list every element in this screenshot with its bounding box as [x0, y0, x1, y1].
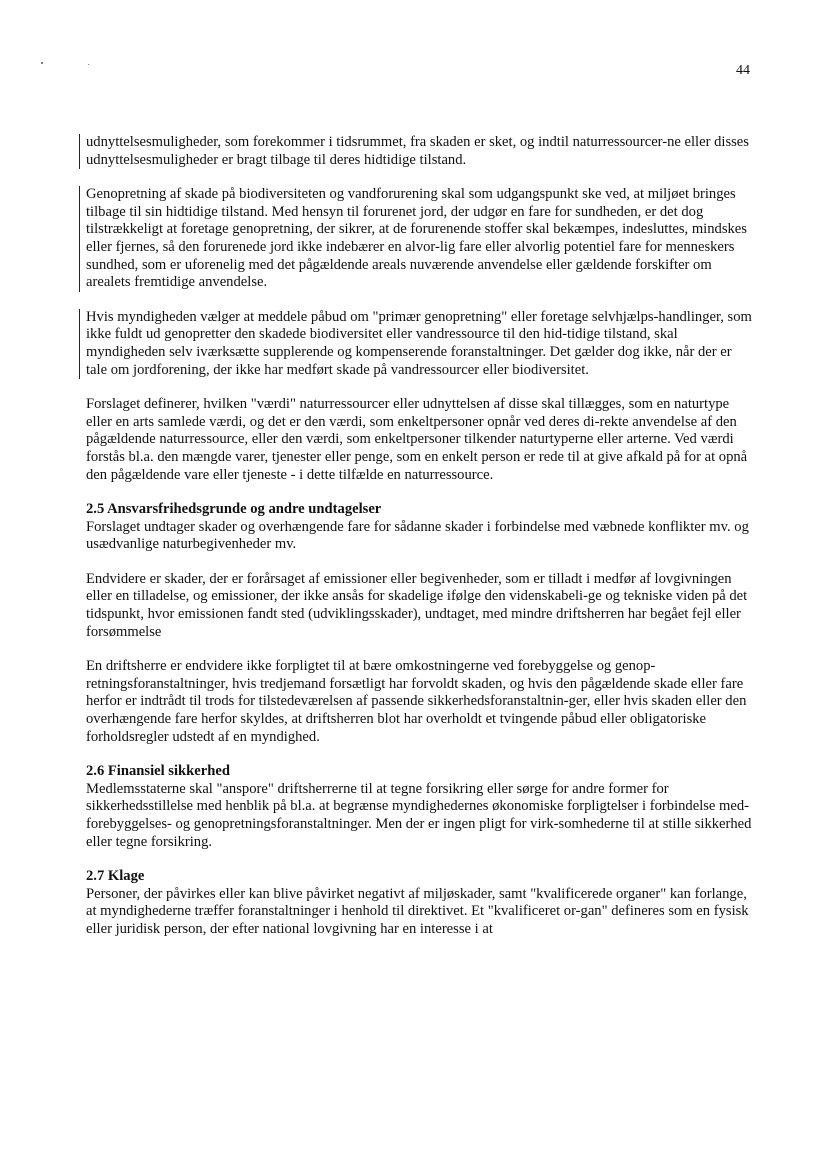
section-paragraph: Forslaget undtager skader og overhængende fare for sådanne skader i forbindelse med væbnede konflikter mv. og usædvanlige naturbegivenheder mv. — [86, 518, 749, 553]
document-body — [86, 134, 752, 956]
section-2-6 — [86, 763, 752, 851]
section-paragraph: Endvidere er skader, der er forårsaget af emissioner eller begivenheder, som er tilladt i medfør af lovgivningen eller en tilladelse, og emissioner, der ikke ansås for skadelige ifølge den videnskabeli-ge og tekniske viden på det tidspunkt, hvor emissionen fandt sted (udviklingsskader), undtaget, med mindre driftsherren har begået fejl eller forsømmelse — [86, 570, 748, 640]
section-heading: 2.5 Ansvarsfrihedsgrunde og andre undtagelser — [86, 501, 382, 518]
paragraph-intro-3: Hvis myndigheden vælger at meddele påbud om "primær genopretning" eller foretage selvhjælps-handlinger, som ikke fuldt ud genopretter den skadede biodiversitet eller vandressource til den hid-tidige tilstand, skal myndigheden selv iværksætte supplerende og kompenserende foranstaltninger. Det gælder dog ikke, når der er tale om jordforening, der ikke har medført skade på vandressourcer eller biodiversitet. — [86, 308, 752, 378]
section-heading: 2.7 Klage — [86, 868, 145, 885]
section-paragraph: Personer, der påvirkes eller kan blive påvirket negativt af miljøskader, samt "kvalificerede organer" kan forlange, at myndighederne træffer foranstaltninger i henhold til direktivet. Et "kvalificeret or-gan" defineres som en fysisk eller juridisk person, der efter national lovgivning har en interesse i at — [86, 885, 749, 937]
section-2-7 — [86, 868, 752, 938]
scan-speck — [41, 62, 43, 64]
paragraph-intro-2: Genopretning af skade på biodiversiteten og vandforurening skal som udgangspunkt ske ved, at miljøet bringes tilbage til sin hidtidige tilstand. Med hensyn til forurenet jord, der udgør en fare for sundheden, er det dog tilstrækkeligt at foretage genopretning, der sikrer, at de forurenende stoffer skal bekæmpes, indesluttes, mindskes eller fjernes, så den forurenede jord ikke indebærer en alvor-lig fare eller alvorlig potentiel fare for menneskers sundhed, som er uforenelig med det pågældende areals nuværende anvendelse eller gældende forskifter om arealets fremtidige anvendelse. — [86, 186, 752, 292]
scan-speck — [88, 64, 89, 65]
section-heading: 2.6 Finansiel sikkerhed — [86, 763, 230, 780]
paragraph-intro-4: Forslaget definerer, hvilken "værdi" naturressourcer eller udnyttelsen af disse skal tillægges, som en naturtype eller en arts samlede værdi, og det er den værdi, som enkeltpersoner opnår ved deres di-rekte anvendelse af den pågældende naturressource, eller den værdi, som enkeltpersoner tilkender naturtyperne eller arterne. Ved værdi forstås bl.a. den mængde varer, tjenester eller penge, som en enkelt person er rede til at give afkald på for at opnå den pågældende vare eller tjeneste - i dette tilfælde en naturressource. — [86, 396, 748, 483]
section-paragraph: En driftsherre er endvidere ikke forpligtet til at bære omkostningerne ved forebyggelse og genop-retningsforanstaltninger, hvis tredjemand forsætligt har forvoldt skaden, og hvis den pågældende skade eller fare herfor er indtrådt til trods for tilstedeværelsen af passende sikkerhedsforanstaltnin-ger, eller hvis skaden eller den overhængende fare herfor skyldes, at driftsherren blot har overholdt et tvingende påbud eller obligatoriske forholdsregler udstedt af en myndighed. — [86, 658, 747, 745]
page-number: 44 — [736, 63, 750, 78]
paragraph-intro-1: udnyttelsesmuligheder, som forekommer i tidsrummet, fra skaden er sket, og indtil naturressourcer-ne eller disses udnyttelsesmuligheder er bragt tilbage til deres hidtidige tilstand. — [86, 134, 752, 169]
section-paragraph: Medlemsstaterne skal "anspore" driftsherrerne til at tegne forsikring eller sørge for andre former for sikkerhedsstillelse med henblik på bl.a. at begrænse myndighedernes økonomiske forpligtelser i forbindelse med-forebyggelses- og genopretningsforanstaltninger. Men der er ingen pligt for virk-somhederne til at stille sikkerhed eller tegne forsikring. — [86, 780, 752, 850]
section-2-5 — [86, 501, 752, 746]
